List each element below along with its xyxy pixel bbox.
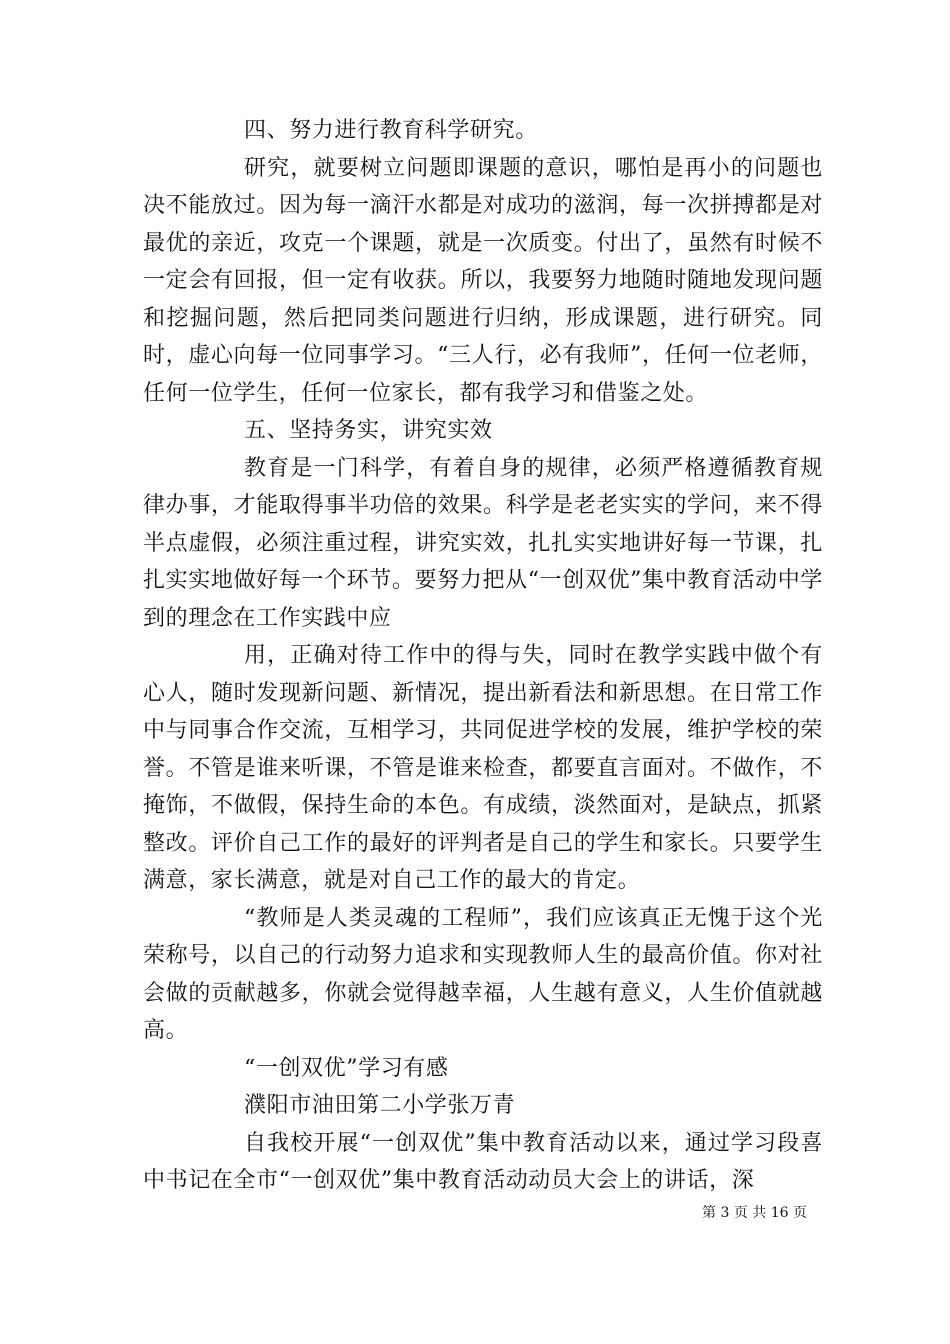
paragraph-research: 研究，就要树立问题即课题的意识，哪怕是再小的问题也决不能放过。因为每一滴汗水都是对成功的滋润，每一次拼搏都是对最优的亲近，攻克一个课题，就是一次质变。付出了，虽然有时候不一定会有回报，但一定有收获。所以，我要努力地随时随地发现问题和挖掘问题，然后把同类问题进行归纳，形成课题，进行研究。同时，虚心向每一位同事学习。“三人行，必有我师”，任何一位老师，任何一位学生，任何一位家长，都有我学习和借鉴之处。 bbox=[143, 155, 823, 406]
article-author: 濮阳市油田第二小学张万青 bbox=[244, 1093, 516, 1118]
page-number-footer: 第 3 页 共 16 页 bbox=[702, 1205, 807, 1221]
paragraph-practical-continued: 用，正确对待工作中的得与失，同时在教学实践中做个有心人，随时发现新问题、新情况，提出新看法和新思想。在日常工作中与同事合作交流，互相学习，共同促进学校的发展，维护学校的荣誉。不管是谁来听课，不管是谁来检查，都要直言面对。不做作，不掩饰，不做假，保持生命的本色。有成绩，淡然面对，是缺点，抓紧整改。评价自己工作的最好的评判者是自己的学生和家长。只要学生满意，家长满意，就是对自己工作的最大的肯定。 bbox=[143, 643, 823, 893]
section-heading-research: 四、努力进行教育科学研究。 bbox=[244, 118, 538, 143]
document-body bbox=[143, 112, 823, 1200]
paragraph-intro: 自我校开展“一创双优”集中教育活动以来，通过学习段喜中书记在全市“一创双优”集中教育活动动员大会上的讲话，深 bbox=[143, 1130, 823, 1193]
paragraph-teacher-value: “教师是人类灵魂的工程师”，我们应该真正无愧于这个光荣称号，以自己的行动努力追求和实现教师人生的最高价值。你对社会做的贡献越多，你就会觉得越幸福，人生越有意义，人生价值就越高。 bbox=[143, 905, 823, 1043]
section-heading-practical: 五、坚持务实，讲究实效 bbox=[244, 418, 493, 443]
paragraph-practical: 教育是一门科学，有着自身的规律，必须严格遵循教育规律办事，才能取得事半功倍的效果。科学是老老实实的学问，来不得半点虚假，必须注重过程，讲究实效，扎扎实实地讲好每一节课，扎扎实实地做好每一个环节。要努力把从“一创双优”集中教育活动中学到的理念在工作实践中应 bbox=[143, 455, 823, 631]
article-title: “一创双优”学习有感 bbox=[244, 1055, 449, 1081]
